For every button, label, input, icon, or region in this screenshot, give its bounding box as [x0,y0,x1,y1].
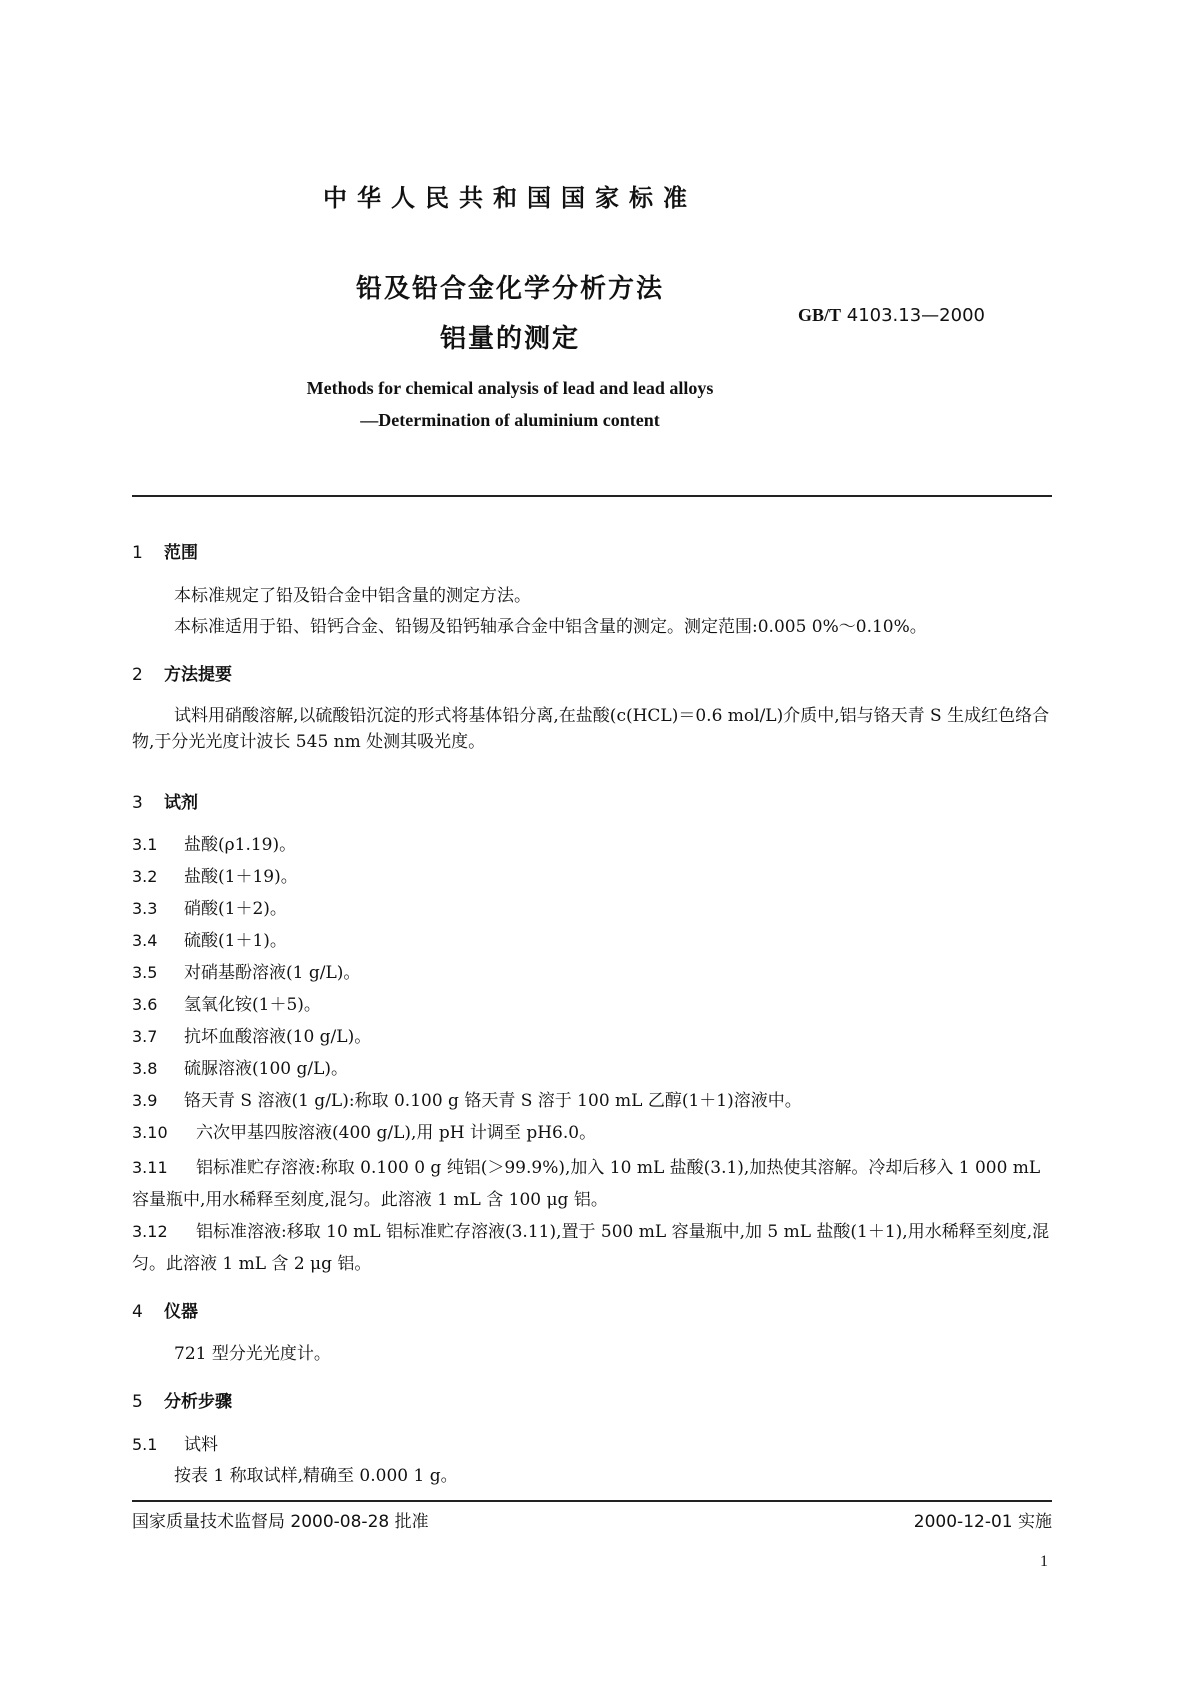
item-text: 氢氧化铵(1＋5)。 [184,995,321,1015]
section-5-heading [132,1387,232,1412]
reagent-item [132,928,287,954]
section-number: 5 [132,1392,143,1412]
standard-number [798,305,985,326]
item-number: 3.3 [132,899,158,918]
section-title: 仪器 [164,1302,198,1322]
item-number: 3.7 [132,1027,158,1046]
item-number: 3.10 [132,1123,168,1142]
item-text: 铝标准溶液:移取 10 mL 铝标准贮存溶液(3.11),置于 500 mL 容量瓶中,加 5 mL 盐酸(1＋1),用水稀释至刻度,混匀。此溶液 1 mL 含 2 μg 铝。 [132,1222,1050,1274]
item-number: 3.12 [132,1222,168,1241]
item-number: 3.9 [132,1091,158,1110]
title-zh-line1: 铅及铅合金化学分析方法 [355,274,664,304]
section-title: 范围 [164,543,198,563]
item-number: 3.2 [132,867,158,886]
reagent-item [132,832,296,858]
item-number: 3.5 [132,963,158,982]
reagent-item [132,896,287,922]
item-text: 抗坏血酸溶液(10 g/L)。 [184,1027,372,1047]
section-1-heading [132,538,198,563]
reagent-item [132,960,360,986]
title-en-line2: —Determination of aluminium content [360,410,660,430]
item-number: 3.8 [132,1059,158,1078]
footer-divider [132,1500,1052,1502]
country-standard-heading: 中华人民共和国国家标准 [323,184,697,212]
section-title: 分析步骤 [164,1392,232,1412]
reagent-item [132,1088,802,1114]
item-text: 试料 [184,1435,218,1455]
section-number: 1 [132,543,143,563]
section-number: 4 [132,1302,143,1322]
section-title: 试剂 [164,793,198,813]
effective-date: 2000-12-01 实施 [913,1512,1052,1532]
section-4-para-1: 721 型分光光度计。 [174,1344,331,1364]
item-text: 硝酸(1＋2)。 [184,899,287,919]
item-text: 铬天青 S 溶液(1 g/L):称取 0.100 g 铬天青 S 溶于 100 mL 乙醇(1＋1)溶液中。 [184,1091,802,1111]
section-1-para-2: 本标准适用于铅、铅钙合金、铅锡及铅钙轴承合金中铝含量的测定。测定范围:0.005 0%～0.10%。 [174,617,927,637]
section-5-para-1: 按表 1 称取试样,精确至 0.000 1 g。 [174,1466,458,1486]
section-number: 2 [132,665,143,685]
section-1-para-1: 本标准规定了铅及铅合金中铝含量的测定方法。 [174,586,531,606]
reagent-item [132,864,298,890]
section-number: 3 [132,793,143,813]
subsection-5-1-heading [132,1432,218,1458]
item-text: 铝标准贮存溶液:称取 0.100 0 g 纯铝(＞99.9%),加入 10 mL 盐酸(3.1),加热使其溶解。冷却后移入 1 000 mL 容量瓶中,用水稀释至刻度,混匀。此溶液 1 mL 含 100 μg 铝。 [132,1158,1041,1210]
section-3-heading [132,788,198,813]
standard-code: 4103.13—2000 [846,305,985,326]
reagent-item [132,1216,1052,1280]
page-number: 1 [1040,1553,1048,1570]
reagent-item [132,1152,1052,1216]
section-2-heading [132,660,232,685]
item-text: 硫酸(1＋1)。 [184,931,287,951]
item-number: 3.1 [132,835,158,854]
item-number: 3.6 [132,995,158,1014]
title-zh-line2: 铝量的测定 [439,324,580,354]
reagent-item [132,1120,596,1146]
approval-line: 国家质量技术监督局 2000-08-28 批准 [132,1512,429,1532]
item-text: 盐酸(ρ1.19)。 [184,835,297,855]
item-text: 盐酸(1＋19)。 [184,867,298,887]
reagent-item [132,1056,348,1082]
section-2-para-1: 试料用硝酸溶解,以硫酸铅沉淀的形式将基体铅分离,在盐酸(c(HCL)＝0.6 mol/L)介质中,铝与铬天青 S 生成红色络合物,于分光光度计波长 545 nm 处测其吸光度。 [132,706,1050,752]
reagent-item [132,1024,371,1050]
standard-prefix: GB/T [798,305,842,325]
reagent-item [132,992,321,1018]
item-number: 3.4 [132,931,158,950]
section-4-heading [132,1297,198,1322]
title-en-line1: Methods for chemical analysis of lead and lead alloys [306,378,714,398]
header-divider [132,495,1052,497]
item-number: 3.11 [132,1158,168,1177]
item-text: 对硝基酚溶液(1 g/L)。 [184,963,361,983]
item-text: 六次甲基四胺溶液(400 g/L),用 pH 计调至 pH6.0。 [196,1123,597,1143]
item-number: 5.1 [132,1435,158,1454]
item-text: 硫脲溶液(100 g/L)。 [184,1059,349,1079]
section-title: 方法提要 [164,665,232,685]
